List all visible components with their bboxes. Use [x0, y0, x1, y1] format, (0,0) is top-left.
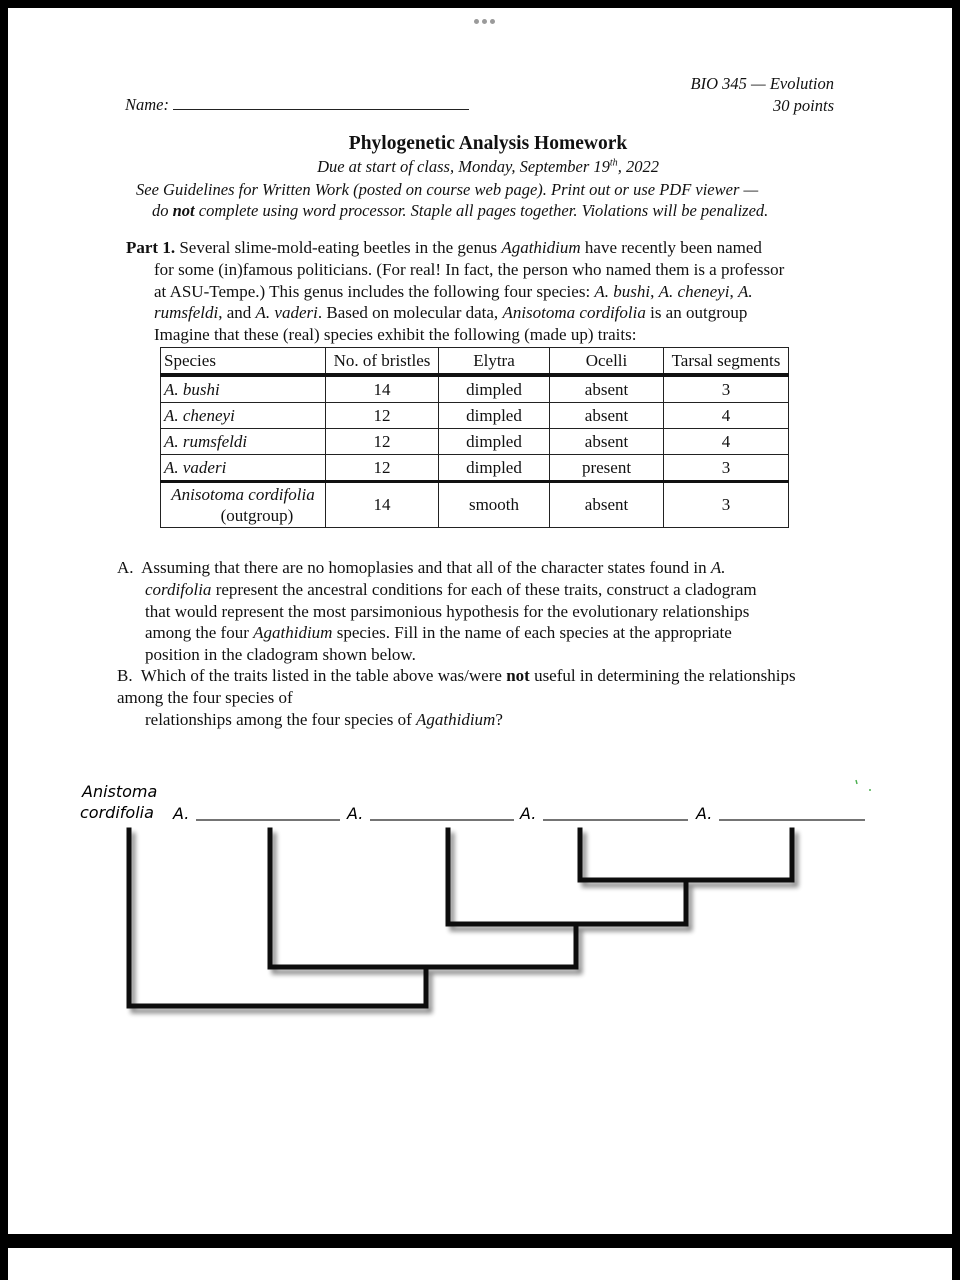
guidelines-line-1: See Guidelines for Written Work (posted on course web page). Print out or use PDF viewer —: [136, 180, 759, 199]
header-tarsal: Tarsal segments: [664, 348, 789, 376]
drag-handle-icon[interactable]: [474, 19, 495, 24]
cell-elytra: smooth: [439, 482, 550, 528]
name-label: Name:: [125, 95, 169, 114]
blank-prefix-3: A.: [520, 804, 537, 823]
table-row: [161, 455, 789, 482]
cell-tarsal: 3: [664, 482, 789, 528]
cell-elytra: dimpled: [439, 375, 550, 403]
cell-ocelli: absent: [550, 403, 664, 429]
due-date: Due at start of class, Monday, September 19th, 2022: [317, 157, 659, 176]
header-species: Species: [161, 348, 326, 376]
cell-ocelli: absent: [550, 375, 664, 403]
cell-bristles: 14: [326, 375, 439, 403]
table-row: [161, 429, 789, 455]
blank-prefix-4: A.: [696, 804, 713, 823]
cell-elytra: dimpled: [439, 455, 550, 482]
cell-species: A. vaderi: [161, 455, 326, 482]
blank-prefix-1: A.: [173, 804, 190, 823]
cell-bristles: 12: [326, 429, 439, 455]
question-a-label: A.: [117, 558, 134, 577]
cell-ocelli: present: [550, 455, 664, 482]
cell-species: A. rumsfeldi: [161, 429, 326, 455]
header-elytra: Elytra: [439, 348, 550, 376]
name-field[interactable]: [125, 95, 469, 115]
blank-prefix-2: A.: [347, 804, 364, 823]
cell-tarsal: 4: [664, 429, 789, 455]
cell-tarsal: 4: [664, 403, 789, 429]
cell-bristles: 14: [326, 482, 439, 528]
table-row: [161, 375, 789, 403]
course-code: BIO 345 — Evolution: [690, 74, 834, 93]
outgroup-label-2: cordifolia: [80, 803, 154, 822]
header-bristles: No. of bristles: [326, 348, 439, 376]
guidelines-line-2: do not complete using word processor. Staple all pages together. Violations will be penalized.: [152, 201, 769, 220]
question-a: A. Assuming that there are no homoplasies and that all of the character states found in A. cordifolia represent the ancestral conditions for each of these traits, construct a cladogram that would represent the most parsimonious hypothesis for the evolutionary relationships among the four Agathidium species. Fill in the name of each species at the appropriate position in the cladogram shown below.: [117, 558, 757, 665]
cell-species: A. cheneyi: [161, 403, 326, 429]
cell-elytra: dimpled: [439, 403, 550, 429]
outgroup-label-1: Anistoma: [82, 782, 158, 801]
course-header: [691, 73, 834, 117]
traits-table: [160, 347, 789, 528]
cell-ocelli: absent: [550, 429, 664, 455]
cell-bristles: 12: [326, 455, 439, 482]
next-page-edge: [8, 1248, 952, 1280]
header-ocelli: Ocelli: [550, 348, 664, 376]
page-title: Phylogenetic Analysis Homework: [348, 133, 628, 154]
cell-species-outgroup: Anisotoma cordifolia (outgroup): [161, 482, 326, 528]
cell-tarsal: 3: [664, 375, 789, 403]
table-row-outgroup: [161, 482, 789, 528]
part1-label: Part 1.: [126, 238, 176, 257]
table-row: [161, 403, 789, 429]
question-b-label: B.: [117, 666, 133, 685]
cell-bristles: 12: [326, 403, 439, 429]
question-b: B. Which of the traits listed in the table above was/were not useful in determining the relationships among the four species of relationships among the four species of Agathidium?: [117, 666, 796, 729]
cell-ocelli: absent: [550, 482, 664, 528]
part1-paragraph: Part 1. Several slime-mold-eating beetles in the genus Agathidium have recently been named for some (in)famous politicians. (For real! In fact, the person who named them is a professor at ASU-Tempe.) This genus includes the following four species: A. bushi, A. cheneyi, A. rumsfeldi, and A. vaderi. Based on molecular data, Anisotoma cordifolia is an outgroup Imagine that these (real) species exhibit the following (made up) traits:: [126, 238, 785, 345]
cell-elytra: dimpled: [439, 429, 550, 455]
name-blank[interactable]: [173, 95, 469, 110]
cell-tarsal: 3: [664, 455, 789, 482]
guidelines: [136, 179, 856, 221]
cell-species: A. bushi: [161, 375, 326, 403]
table-header-row: [161, 348, 789, 376]
course-points: 30 points: [773, 96, 834, 115]
